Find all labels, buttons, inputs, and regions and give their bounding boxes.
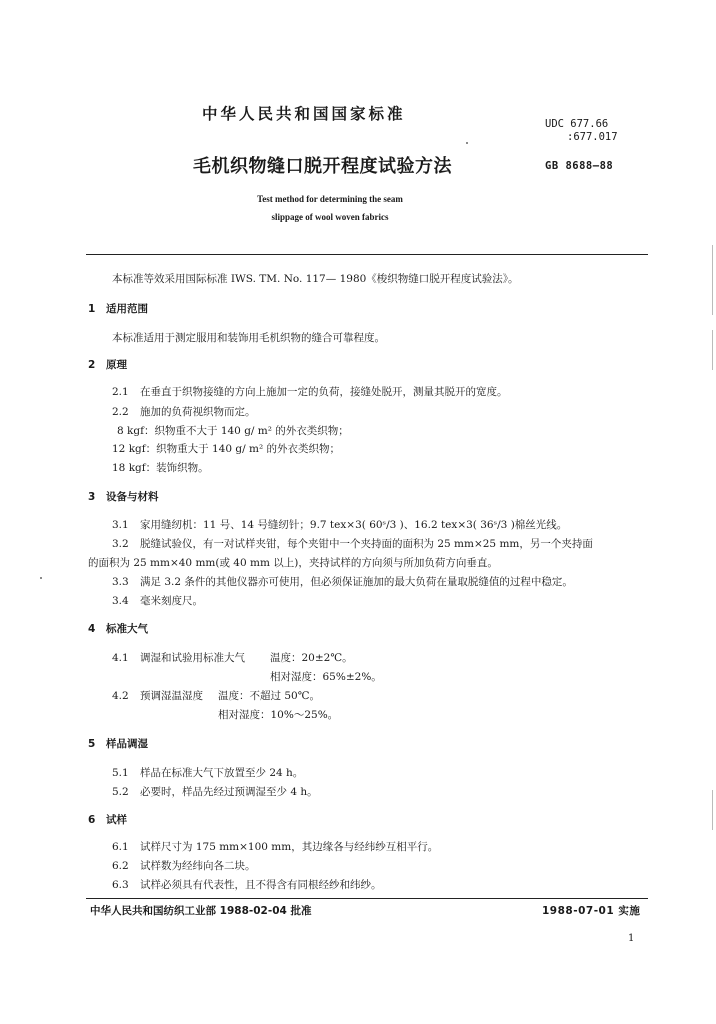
- clause-number: 3.1: [112, 519, 129, 531]
- section-2-heading: [88, 357, 127, 372]
- section-number: 6: [88, 814, 96, 826]
- clause-label: 调湿和试验用标准大气: [140, 652, 245, 664]
- page-number: 1: [628, 933, 635, 944]
- clause-2-1: [112, 384, 508, 399]
- clause-number: 5.2: [112, 786, 129, 798]
- clause-text: 样品在标准大气下放置至少 24 h。: [140, 767, 304, 779]
- clause-2-2: [112, 404, 256, 419]
- document-title-cn: 毛机织物缝口脱开程度试验方法: [193, 156, 452, 177]
- title-en-line-1: Test method for determining the seam: [257, 194, 403, 204]
- clause-text: 试样必须具有代表性，且不得含有同根经纱和纬纱。: [140, 879, 382, 891]
- document-title-en: [200, 190, 460, 226]
- clause-3-1: [112, 517, 567, 532]
- section-4-heading: [88, 621, 148, 636]
- clause-number: 2.1: [112, 386, 129, 398]
- approval-line: 中华人民共和国纺织工业部 1988-02-04 批准: [90, 905, 312, 917]
- section-title: 样品调湿: [106, 738, 148, 750]
- section-6-heading: [88, 812, 127, 827]
- scan-edge-mark: [712, 790, 713, 830]
- section-3-heading: [88, 489, 159, 504]
- clause-6-1: [112, 839, 438, 854]
- clause-number: 3.3: [112, 576, 129, 588]
- clause-5-2: [112, 784, 318, 799]
- gb-code: GB 8688—88: [545, 160, 614, 172]
- effective-date: 1988-07-01 实施: [542, 905, 641, 917]
- clause-text: 必要时，样品先经过预调湿至少 4 h。: [140, 786, 318, 798]
- clause-6-3: [112, 877, 382, 892]
- udc-line-2: :677.017: [567, 131, 618, 143]
- section-5-heading: [88, 736, 148, 751]
- clause-4-1-temperature: 温度：20±2℃。: [270, 652, 353, 664]
- clause-4-2-temperature: 温度：不超过 50℃。: [218, 690, 320, 702]
- clause-text: 试样数为经纬向各二块。: [140, 860, 256, 872]
- clause-number: 4.2: [112, 690, 129, 702]
- clause-text: 家用缝纫机：11 号、14 号缝纫针；9.7 tex×3( 60ˢ/3 )、16.2 tex×3( 36ˢ/3 )棉丝光线。: [140, 519, 568, 531]
- bottom-divider: [86, 898, 648, 899]
- clause-text: 试样尺寸为 175 mm×100 mm，其边缘各与经纬纱互相平行。: [140, 841, 439, 853]
- section-number: 4: [88, 623, 96, 635]
- clause-4-2: [112, 688, 203, 703]
- clause-4-1: [112, 650, 245, 665]
- clause-number: 4.1: [112, 652, 129, 664]
- clause-number: 3.2: [112, 538, 129, 550]
- udc-code: [545, 118, 618, 144]
- clause-number: 2.2: [112, 406, 129, 418]
- clause-number: 6.3: [112, 879, 129, 891]
- standard-name: 中华人民共和国国家标准: [202, 105, 406, 123]
- scan-speck: [466, 142, 468, 144]
- title-en-line-2: slippage of wool woven fabrics: [271, 212, 389, 222]
- clause-number: 5.1: [112, 767, 129, 779]
- clause-text: 满足 3.2 条件的其他仪器亦可使用，但必须保证施加的最大负荷在量取脱缝值的过程中稳定。: [140, 576, 573, 588]
- clause-4-1-humidity: 相对湿度：65%±2%。: [270, 671, 382, 683]
- intro-paragraph: 本标准等效采用国际标准 IWS. TM. No. 117— 1980《梭织物缝口脱开程度试验法》。: [112, 273, 519, 285]
- clause-text: 施加的负荷视织物而定。: [140, 406, 256, 418]
- section-number: 5: [88, 738, 96, 750]
- clause-number: 6.2: [112, 860, 129, 872]
- clause-3-3: [112, 574, 573, 589]
- udc-line-1: UDC 677.66: [545, 118, 609, 130]
- clause-3-2-continued: 的面积为 25 mm×40 mm(或 40 mm 以上)，夹持试样的方向须与所加负荷方向垂直。: [88, 557, 498, 569]
- clause-label: 预调湿温湿度: [140, 690, 203, 702]
- load-item-12kgf: 12 kgf：织物重大于 140 g/ m² 的外衣类织物；: [112, 443, 340, 455]
- clause-3-2: [112, 536, 593, 551]
- scan-speck: [40, 577, 42, 579]
- section-number: 2: [88, 359, 96, 371]
- top-divider: [86, 254, 648, 255]
- clause-6-2: [112, 858, 256, 873]
- scan-edge-mark: [712, 330, 713, 370]
- section-title: 设备与材料: [106, 491, 159, 503]
- clause-4-2-humidity: 相对湿度：10%～25%。: [218, 709, 339, 721]
- section-title: 标准大气: [106, 623, 148, 635]
- clause-5-1: [112, 765, 303, 780]
- section-title: 适用范围: [106, 303, 148, 315]
- clause-number: 3.4: [112, 595, 129, 607]
- section-number: 1: [88, 303, 96, 315]
- load-item-18kgf: 18 kgf：装饰织物。: [112, 462, 209, 474]
- section-number: 3: [88, 491, 96, 503]
- clause-3-4: [112, 593, 203, 608]
- load-item-8kgf: 8 kgf：织物重不大于 140 g/ m² 的外衣类织物；: [117, 425, 349, 437]
- clause-number: 6.1: [112, 841, 129, 853]
- clause-text: 脱缝试验仪，有一对试样夹钳，每个夹钳中一个夹持面的面积为 25 mm×25 mm，另一个夹持面: [140, 538, 593, 550]
- section-1-heading: [88, 301, 148, 316]
- scan-edge-mark: [712, 245, 713, 315]
- clause-text: 毫米刻度尺。: [140, 595, 203, 607]
- section-title: 试样: [106, 814, 127, 826]
- section-title: 原理: [106, 359, 127, 371]
- clause-text: 在垂直于织物接缝的方向上施加一定的负荷，接缝处脱开，测量其脱开的宽度。: [140, 386, 508, 398]
- section-1-text: 本标准适用于测定服用和装饰用毛机织物的缝合可靠程度。: [112, 332, 385, 344]
